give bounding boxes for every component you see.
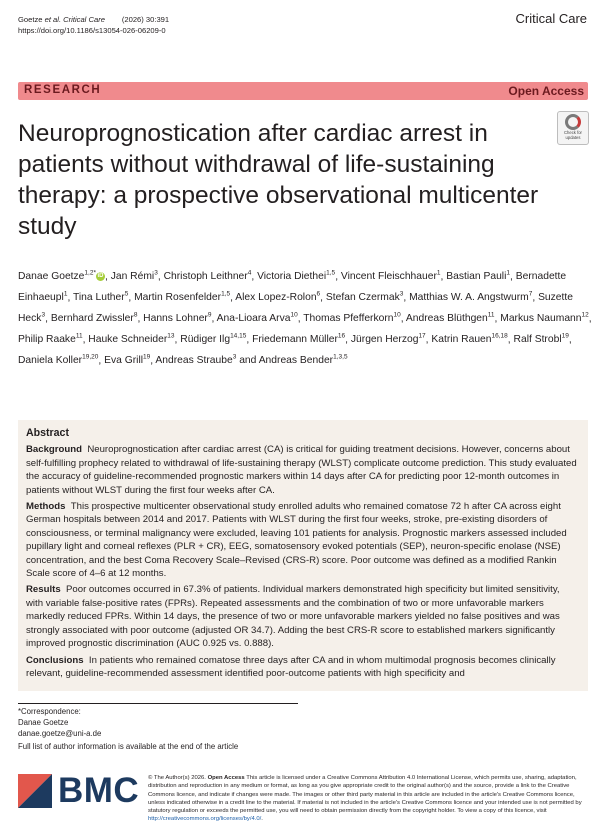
author-entry[interactable] bbox=[104, 355, 150, 366]
bmc-logo-icon bbox=[18, 774, 52, 808]
correspondence-email[interactable]: danae.goetze@uni-a.de bbox=[18, 728, 102, 738]
author-name: Jan Rémi bbox=[110, 271, 155, 283]
author-name: Jürgen Herzog bbox=[350, 334, 419, 346]
author-name: Tina Luther bbox=[72, 292, 125, 304]
author-separator: , bbox=[230, 292, 236, 304]
bmc-logo-text: BMC bbox=[58, 771, 140, 810]
author-affiliation: 16 bbox=[337, 333, 346, 341]
results-label: Results bbox=[26, 584, 61, 596]
author-name: Bernhard Zwissler bbox=[50, 313, 134, 325]
author-affiliation: 10 bbox=[393, 312, 401, 320]
citation-line bbox=[18, 14, 169, 25]
author-name: Andreas Blüthgen bbox=[405, 313, 488, 325]
author-separator: , bbox=[251, 271, 258, 283]
conclusions-label: Conclusions bbox=[26, 654, 84, 666]
author-affiliation: 11 bbox=[75, 333, 83, 341]
author-name: Vincent Fleischhauer bbox=[340, 271, 437, 283]
author-separator: , bbox=[157, 271, 164, 283]
author-name: Katrin Rauen bbox=[431, 334, 492, 346]
author-entry[interactable] bbox=[18, 355, 98, 366]
author-affiliation: 3 bbox=[399, 291, 404, 299]
author-name: Friedemann Müller bbox=[252, 334, 338, 346]
author-name: Andreas Bender bbox=[258, 355, 334, 367]
author-affiliation: 9 bbox=[207, 312, 212, 320]
author-entry[interactable] bbox=[134, 292, 230, 303]
methods-text: This prospective multicenter observational study enrolled adults who remained comatose 72 h after CA across eight German hospitals between 2014 and 2017. Patients with WLST during the first four weeks, stroke, pre-existing disorders of consciousness, or terminal malignancy were excluded, leaving 101 patients for analysis. Prognostic markers assessed included pupillary light and corneal reflexes (PLR + CR), EEG, somatosensory evoked potentials (SEP), neuron-specific enolase (NSE) concentration, and the best Coma Recovery Scale–Revised (CRS-R) score. Poor outcome was defined as a modified Rankin Scale score of 4–6 at 12 months. bbox=[26, 501, 567, 580]
author-affiliation: 5 bbox=[124, 291, 129, 299]
license-copyright: © The Author(s) 2026. bbox=[148, 775, 208, 781]
license-end: . bbox=[261, 816, 263, 823]
author-affiliation: 3 bbox=[154, 270, 158, 277]
author-separator: , bbox=[98, 355, 105, 367]
license-link[interactable]: http://creativecommons.org/licenses/by/4.0/ bbox=[148, 816, 262, 823]
check-for-updates-button[interactable] bbox=[557, 111, 589, 145]
author-name: Hanns Lohner bbox=[143, 313, 208, 325]
author-affiliation: 1,5 bbox=[221, 291, 231, 299]
open-access-label: Open Access bbox=[508, 84, 584, 98]
background-text: Neuroprognostication after cardiac arrest (CA) is critical for guiding treatment decisions. However, concerns about self-fulfilling prophecy related to withdrawal of life-sustaining therapy (WLST) complicate outcome prediction. This study evaluated the accuracy of guideline-recommended prognostic markers within 14 days after CA for predicting poor 12-month outcomes in patients without WLST during the first four weeks after CA. bbox=[26, 444, 577, 496]
author-entry[interactable] bbox=[514, 334, 569, 345]
author-separator: , bbox=[507, 334, 514, 346]
author-entry[interactable] bbox=[409, 292, 532, 303]
doi-link[interactable]: https://doi.org/10.1186/s13054-026-06209-0 bbox=[18, 26, 166, 35]
abstract-background bbox=[26, 443, 578, 497]
author-affiliation: 1 bbox=[506, 270, 510, 277]
author-entry[interactable] bbox=[239, 355, 347, 366]
author-separator: , bbox=[211, 313, 217, 325]
author-name: Hauke Schneider bbox=[88, 334, 168, 346]
author-separator: , bbox=[128, 292, 135, 304]
author-info-note: Full list of author information is available at the end of the article bbox=[18, 742, 239, 752]
citation-authors: Goetze bbox=[18, 15, 45, 24]
abstract-conclusions bbox=[26, 654, 578, 681]
author-name: Rüdiger Ilg bbox=[180, 334, 231, 346]
author-affiliation: 8 bbox=[133, 312, 138, 320]
author-entry[interactable] bbox=[431, 334, 507, 345]
author-affiliation: 10 bbox=[290, 312, 298, 320]
author-name: Martin Rosenfelder bbox=[134, 292, 222, 304]
check-for-updates-line1: Check for bbox=[564, 130, 582, 135]
correspondence-block bbox=[18, 707, 238, 753]
author-name: Stefan Czermak bbox=[325, 292, 400, 304]
author-name: Daniela Koller bbox=[18, 355, 83, 367]
author-entry[interactable] bbox=[180, 334, 246, 345]
author-entry[interactable] bbox=[111, 271, 158, 282]
author-name: Ralf Strobl bbox=[513, 334, 562, 346]
footnote-divider bbox=[18, 703, 298, 704]
author-name: Andreas Straube bbox=[155, 355, 233, 367]
author-affiliation: 4 bbox=[247, 270, 252, 277]
author-separator: , bbox=[320, 292, 326, 304]
author-affiliation: 16,18 bbox=[491, 333, 508, 341]
author-entry[interactable] bbox=[155, 355, 236, 366]
correspondence-name: Danae Goetze bbox=[18, 717, 69, 727]
author-separator: , bbox=[150, 355, 156, 367]
author-affiliation: 3 bbox=[41, 312, 46, 320]
author-list bbox=[18, 265, 593, 370]
author-affiliation: 1,3,5 bbox=[333, 354, 348, 362]
author-separator: , bbox=[425, 334, 432, 346]
license-text bbox=[148, 774, 592, 824]
author-entry[interactable] bbox=[341, 271, 441, 282]
author-entry[interactable] bbox=[257, 271, 335, 282]
journal-name: Critical Care bbox=[515, 11, 587, 26]
author-separator: , bbox=[335, 271, 341, 283]
citation-year: (2026) 30:391 bbox=[121, 15, 170, 24]
author-name: Victoria Diethei bbox=[257, 271, 327, 283]
author-separator: , bbox=[345, 334, 351, 346]
author-separator: , bbox=[510, 271, 516, 283]
author-separator: , bbox=[400, 313, 406, 325]
abstract-heading: Abstract bbox=[26, 427, 69, 439]
author-entry[interactable] bbox=[88, 334, 174, 345]
author-name: Matthias W. A. Angstwurm bbox=[409, 292, 529, 304]
author-entry[interactable] bbox=[303, 313, 400, 324]
author-affiliation: 11 bbox=[487, 312, 495, 320]
author-entry[interactable] bbox=[326, 292, 403, 303]
author-entry[interactable] bbox=[406, 313, 495, 324]
author-separator: , bbox=[104, 271, 111, 283]
author-name: Bernadette Einhaeupl bbox=[18, 271, 567, 304]
author-affiliation: 14,15 bbox=[230, 333, 247, 341]
author-entry[interactable] bbox=[18, 334, 83, 345]
author-affiliation: 1 bbox=[436, 270, 441, 277]
section-label: RESEARCH bbox=[24, 84, 102, 96]
author-entry[interactable] bbox=[143, 313, 211, 324]
author-affiliation: 3 bbox=[232, 354, 237, 362]
author-conjunction: and bbox=[239, 355, 259, 367]
author-affiliation: 6 bbox=[316, 291, 321, 299]
update-icon bbox=[565, 114, 581, 130]
author-name: Alex Lopez-Rolon bbox=[235, 292, 317, 304]
author-name: Ana-Lioara Arva bbox=[216, 313, 291, 325]
author-separator: , bbox=[174, 334, 181, 346]
check-for-updates-line2: updates bbox=[565, 135, 581, 140]
author-separator: , bbox=[82, 334, 89, 346]
article-title: Neuroprognostication after cardiac arrest in patients without withdrawal of life-sustaining therapy: a prospective observational multicenter study bbox=[18, 120, 539, 240]
abstract-box bbox=[18, 420, 588, 691]
author-affiliation: 19,20 bbox=[82, 354, 99, 362]
author-affiliation: 1,2* bbox=[84, 270, 96, 277]
author-affiliation: 12 bbox=[581, 312, 589, 320]
author-entry[interactable] bbox=[217, 313, 298, 324]
methods-label: Methods bbox=[26, 501, 66, 513]
license-body: This article is licensed under a Creative Commons Attribution 4.0 International License, which permits use, sharing, adaptation, distribution and reproduction in any medium or format, as long as you give appropriate credit to the original author(s) and the source, provide a link to the Creative Commons licence, and indicate if changes were made. The images or other third party material in this article are included in the article's Creative Commons licence, unless indicated otherwise in a credit line to the material. If material is not included in the article's Creative Commons licence and your intended use is not permitted by statutory regulation or exceeds the permitted use, you will need to obtain permission directly from the copyright holder. To view a copy of this licence, visit bbox=[148, 775, 582, 815]
results-text: Poor outcomes occurred in 67.3% of patients. Individual markers demonstrated high specificity but limited sensitivity, with variable false-positive rates (FPRs). Repeated assessments and the combination of two or more unfavorable markers markedly reduced FPRs. Within 14 days, the presence of two or more unfavorable markers yielded no false positives and was strongly associated with poor outcome (adjusted OR 34.7). Adding the best CRS-R score to established markers significantly improved prognostic discrimination (AUC 0.925 vs. 0.888). bbox=[26, 584, 560, 650]
author-name: Markus Naumann bbox=[500, 313, 582, 325]
author-affiliation: 17 bbox=[418, 333, 426, 341]
abstract-methods bbox=[26, 500, 578, 580]
author-affiliation: 13 bbox=[167, 333, 175, 341]
author-entry[interactable] bbox=[252, 334, 345, 345]
author-separator: , bbox=[246, 334, 253, 346]
author-separator: , bbox=[494, 313, 501, 325]
author-entry[interactable] bbox=[235, 292, 320, 303]
author-entry[interactable] bbox=[164, 271, 252, 282]
correspondence-label: *Correspondence: bbox=[18, 707, 81, 716]
author-separator: , bbox=[588, 313, 592, 325]
author-separator: , bbox=[440, 271, 447, 283]
author-separator: , bbox=[67, 292, 73, 304]
running-header bbox=[18, 14, 169, 36]
author-name: Suzette Heck bbox=[18, 292, 573, 325]
author-entry[interactable] bbox=[18, 271, 105, 282]
author-affiliation: 19 bbox=[143, 354, 151, 362]
author-separator: , bbox=[137, 313, 144, 325]
author-name: Thomas Pfefferkorn bbox=[303, 313, 394, 325]
abstract-results bbox=[26, 583, 578, 650]
author-separator: , bbox=[403, 292, 410, 304]
author-entry[interactable] bbox=[51, 313, 138, 324]
author-entry[interactable] bbox=[500, 313, 589, 324]
author-name: Eva Grill bbox=[104, 355, 144, 367]
author-name: Bastian Pauli bbox=[446, 271, 507, 283]
author-affiliation: 1 bbox=[63, 291, 68, 299]
author-separator: , bbox=[45, 313, 51, 325]
conclusions-text: In patients who remained comatose three days after CA and in whom multimodal prognosis becomes clinically relevant, guideline-recommended assessment identified poor-outcome patients with high specificity and bbox=[26, 654, 556, 679]
author-entry[interactable] bbox=[446, 271, 510, 282]
author-entry[interactable] bbox=[351, 334, 426, 345]
citation-journal: et al. Critical Care bbox=[44, 15, 105, 24]
author-entry[interactable] bbox=[73, 292, 128, 303]
author-separator: , bbox=[532, 292, 539, 304]
background-label: Background bbox=[26, 444, 82, 456]
license-open-access: Open Access bbox=[207, 775, 245, 781]
author-name: Philip Raake bbox=[18, 334, 76, 346]
author-name: Christoph Leithner bbox=[163, 271, 248, 283]
author-separator: , bbox=[568, 334, 572, 346]
author-separator: , bbox=[297, 313, 304, 325]
author-affiliation: 7 bbox=[528, 291, 533, 299]
orcid-icon[interactable]: iD bbox=[97, 273, 104, 280]
author-affiliation: 19 bbox=[561, 333, 569, 341]
author-affiliation: 1,5 bbox=[326, 270, 336, 277]
section-band bbox=[18, 82, 588, 100]
author-name: Danae Goetze bbox=[18, 271, 85, 283]
